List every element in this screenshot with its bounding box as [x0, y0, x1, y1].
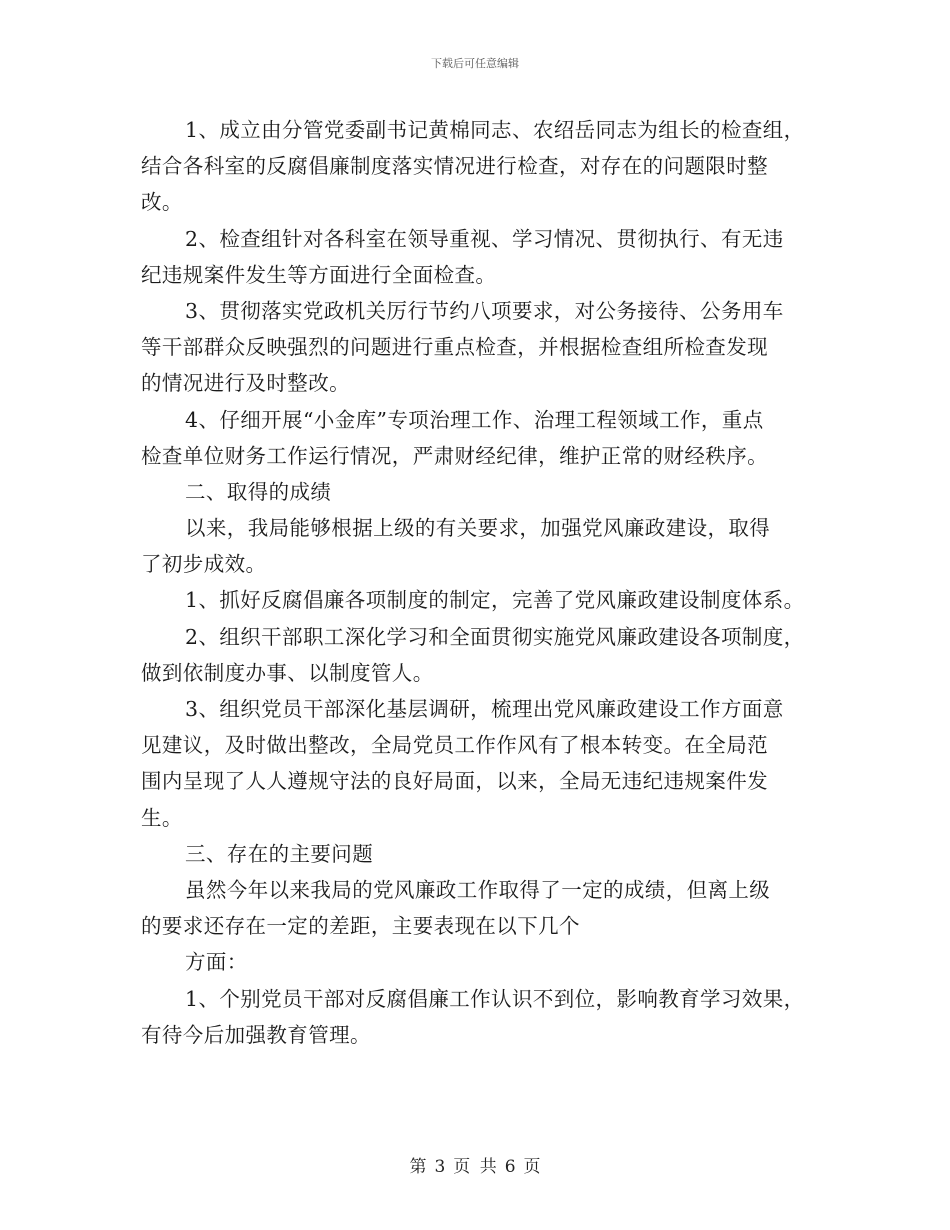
page-header: [0, 55, 950, 71]
text-line: 1、个别党员干部对反腐倡廉工作认识不到位，影响教育学习效果，: [185, 986, 805, 1011]
footer-middle: 页 共: [453, 1157, 497, 1177]
text-line: 见建议，及时做出整改，全局党员工作作风有了根本转变。在全局范: [141, 733, 768, 758]
text-line: 以来，我局能够根据上级的有关要求，加强党风廉政建设，取得: [185, 516, 771, 541]
text-line: 方面：: [185, 950, 248, 975]
text-line: 1、成立由分管党委副书记黄棉同志、农绍岳同志为组长的检查组，: [185, 118, 805, 142]
footer-prefix: 第: [409, 1157, 427, 1177]
text-line: 等干部群众反映强烈的问题进行重点检查，并根据检查组所检查发现: [141, 335, 768, 360]
text-line: 2、检查组针对各科室在领导重视、学习情况、贯彻执行、有无违: [185, 226, 784, 251]
page-footer: [0, 1152, 950, 1177]
text-line: 改。: [141, 190, 183, 215]
text-line: 纪违规案件发生等方面进行全面检查。: [141, 262, 497, 287]
text-line: 三、存在的主要问题: [185, 841, 374, 866]
document-body: [141, 112, 813, 1053]
text-line: 检查单位财务工作运行情况，严肃财经纪律，维护正常的财经秩序。: [141, 443, 768, 468]
text-line: 二、取得的成绩: [185, 479, 332, 504]
text-line: 1、抓好反腐倡廉各项制度的制定，完善了党风廉政建设制度体系。: [185, 588, 805, 613]
text-line: 2、组织干部职工深化学习和全面贯彻实施党风廉政建设各项制度，: [185, 624, 805, 649]
text-line: 虽然今年以来我局的党风廉政工作取得了一定的成绩，但离上级: [185, 877, 771, 902]
text-line: 围内呈现了人人遵规守法的良好局面，以来，全局无违纪违规案件发: [141, 769, 768, 794]
text-line: 结合各科室的反腐倡廉制度落实情况进行检查，对存在的问题限时整: [141, 154, 768, 179]
header-text: 下载后可任意编辑: [431, 57, 519, 70]
text-line: 的情况进行及时整改。: [141, 371, 350, 396]
text-line: 做到依制度办事、以制度管人。: [141, 660, 434, 685]
text-line: 4、仔细开展“小金库”专项治理工作、治理工程领域工作，重点: [185, 407, 764, 432]
text-line: 了初步成效。: [141, 552, 267, 577]
text-line: 生。: [141, 805, 183, 830]
text-line: 有待今后加强教育管理。: [141, 1022, 371, 1047]
text-line: 3、组织党员干部深化基层调研，梳理出党风廉政建设工作方面意: [185, 697, 784, 721]
text-line: 3、贯彻落实党政机关厉行节约八项要求，对公务接待、公务用车: [185, 298, 784, 323]
footer-current-page: 3: [434, 1157, 446, 1177]
footer-suffix: 页: [523, 1157, 541, 1177]
text-line: 的要求还存在一定的差距，主要表现在以下几个: [141, 914, 580, 939]
footer-total-pages: 6: [504, 1157, 516, 1177]
